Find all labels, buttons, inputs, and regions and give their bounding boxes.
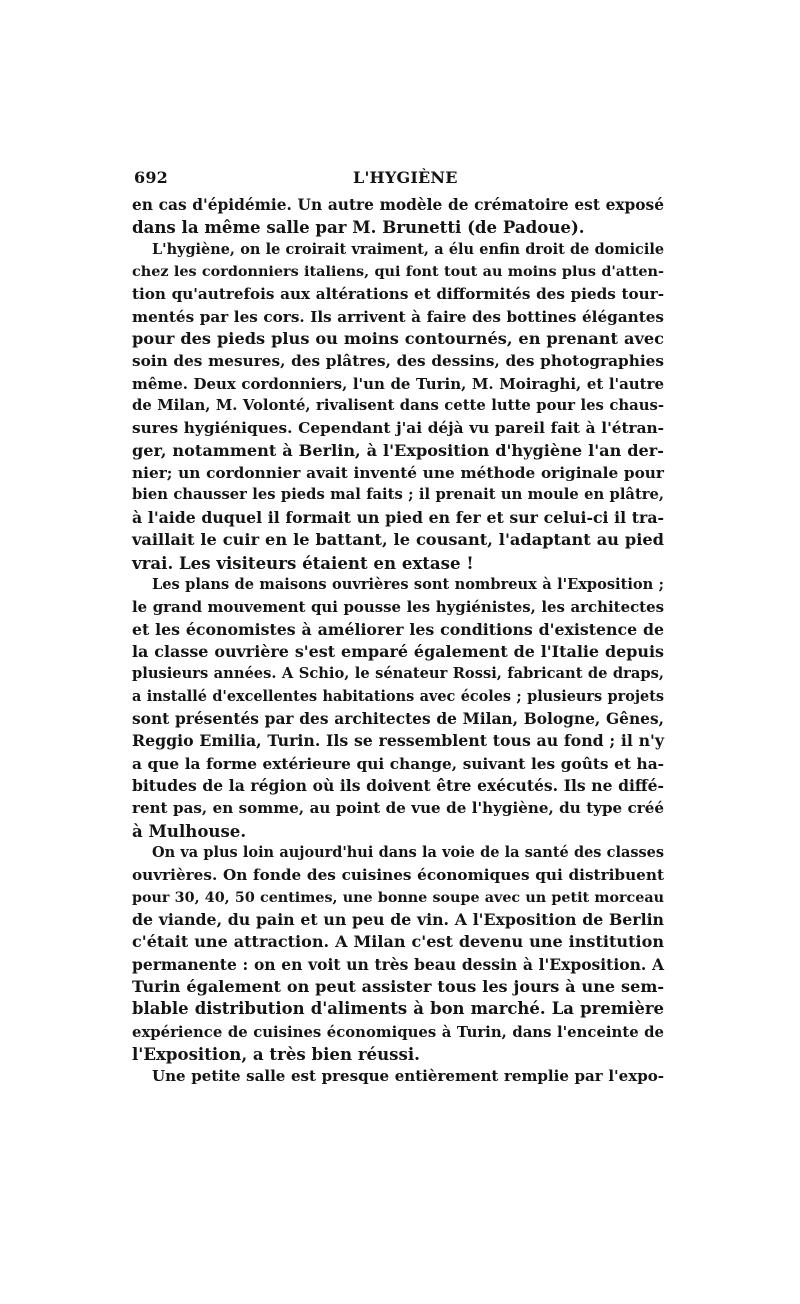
text-line: chez les cordonniers italiens, qui font tout au moins plus d'atten- (132, 263, 664, 281)
text-line: même. Deux cordonniers, l'un de Turin, M. Moiraghi, et l'autre (132, 374, 664, 393)
paragraph-shoemakers (132, 239, 664, 574)
text-line: nier; un cordonnier avait inventé une méthode originale pour (132, 464, 664, 483)
text-line: a installé d'excellentes habitations avec écoles ; plusieurs projets (132, 687, 664, 705)
text-line: a que la forme extérieure qui change, suivant les goûts et ha- (132, 754, 664, 773)
text-line: vrai. Les visiteurs étaient en extase ! (132, 552, 474, 573)
text-line: en cas d'épidémie. Un autre modèle de crématoire est exposé (132, 196, 664, 214)
text-line: mentés par les cors. Ils arrivent à faire des bottines élégantes (132, 307, 664, 326)
text-line: bien chausser les pieds mal faits ; il prenait un moule en plâtre, (132, 486, 664, 504)
text-line: L'hygiène, on le croirait vraiment, a élu enfin droit de domicile (152, 240, 664, 258)
body-text (132, 194, 664, 1088)
text-line: Reggio Emilia, Turin. Ils se ressemblent tous au fond ; il n'y (132, 731, 664, 751)
text-line: de Milan, M. Volonté, rivalisent dans cette lutte pour les chaus- (132, 397, 664, 415)
text-line: permanente : on en voit un très beau dessin à l'Exposition. A (132, 954, 664, 974)
running-title: L'HYGIÈNE (353, 168, 458, 187)
text-line: plusieurs années. A Schio, le sénateur Rossi, fabricant de draps, (132, 665, 664, 683)
paragraph-crematorium (132, 194, 664, 239)
text-line: On va plus loin aujourd'hui dans la voie de la santé des classes (152, 843, 664, 861)
text-line: rent pas, en somme, au point de vue de l'hygiène, du type créé (132, 799, 664, 818)
running-header (132, 168, 664, 194)
text-line: de viande, du pain et un peu de vin. A l'Exposition de Berlin (132, 910, 664, 929)
page-number: 692 (134, 168, 168, 187)
paragraph-economic-kitchens (132, 842, 664, 1065)
text-line: vaillait le cuir en le battant, le cousant, l'adaptant au pied (132, 530, 664, 550)
text-line: sures hygiéniques. Cependant j'ai déjà vu pareil fait à l'étran- (132, 419, 664, 438)
text-line: l'Exposition, a très bien réussi. (132, 1044, 420, 1065)
text-line: et les économistes à améliorer les conditions d'existence de (132, 619, 664, 639)
paragraph-workers-housing (132, 574, 664, 842)
text-line: pour 30, 40, 50 centimes, une bonne soupe avec un petit morceau (132, 889, 664, 906)
paragraph-small-room (132, 1065, 664, 1087)
text-line: bitudes de la région où ils doivent être exécutés. Ils ne diffé- (132, 775, 664, 795)
text-line: tion qu'autrefois aux altérations et difformités des pieds tour- (132, 285, 664, 304)
text-line: pour des pieds plus ou moins contournés, en prenant avec (132, 329, 664, 349)
text-line: blable distribution d'aliments à bon marché. La première (132, 999, 664, 1019)
text-line: ger, notamment à Berlin, à l'Exposition d'hygiène l'an der- (132, 440, 664, 460)
text-line: expérience de cuisines économiques à Turin, dans l'enceinte de (132, 1022, 664, 1041)
text-line: Les plans de maisons ouvrières sont nombreux à l'Exposition ; (152, 575, 664, 593)
text-line: dans la même salle par M. Brunetti (de Padoue). (132, 217, 585, 238)
text-line: Une petite salle est presque entièrement remplie par l'expo- (152, 1067, 664, 1086)
page (132, 168, 664, 1088)
text-line: sont présentés par des architectes de Milan, Bologne, Gênes, (132, 709, 664, 728)
text-line: à l'aide duquel il formait un pied en fer et sur celui-ci il tra- (132, 507, 664, 527)
text-line: à Mulhouse. (132, 820, 247, 841)
text-line: c'était une attraction. A Milan c'est devenu une institution (132, 932, 664, 952)
text-line: la classe ouvrière s'est emparé également de l'Italie depuis (132, 641, 664, 661)
text-line: ouvrières. On fonde des cuisines économiques qui distribuent (132, 866, 664, 885)
text-line: soin des mesures, des plâtres, des dessins, des photographies (132, 352, 664, 371)
text-line: Turin également on peut assister tous les jours à une sem- (132, 977, 664, 997)
text-line: le grand mouvement qui pousse les hygiénistes, les architectes (132, 598, 664, 617)
